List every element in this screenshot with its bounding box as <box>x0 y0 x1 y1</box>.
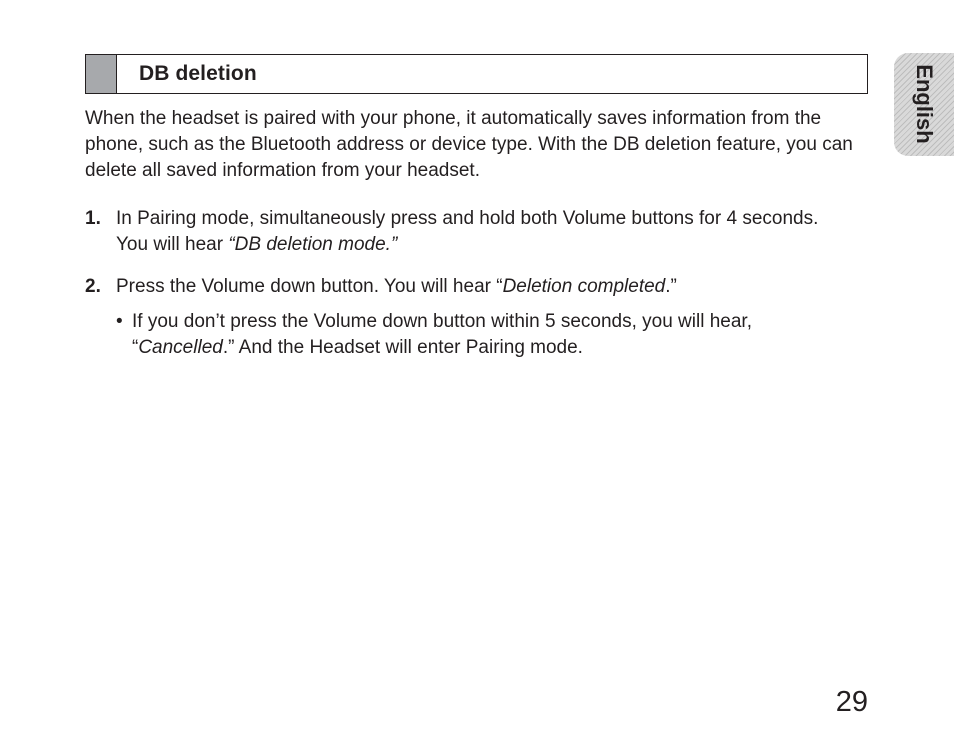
section-header <box>85 54 868 94</box>
section-header-block <box>86 55 117 93</box>
step-1-number: 1. <box>85 208 101 229</box>
note-text <box>132 309 856 361</box>
step-2-text <box>116 274 845 300</box>
intro-paragraph: When the headset is paired with your phone, it automatically saves information from the phone, such as the Bluetooth address or device type. With the DB deletion feature, you can delete all saved information from your headset. <box>85 108 853 181</box>
step-1 <box>85 206 845 258</box>
step-1-body: In Pairing mode, simultaneously press and hold both Volume buttons for 4 seconds. You will hear <box>116 208 819 255</box>
note-quote: Cancelled <box>138 337 223 358</box>
step-2-quote: Deletion completed <box>502 276 666 297</box>
section-title: DB deletion <box>139 62 257 85</box>
step-1-quote: “DB deletion mode.” <box>228 234 398 255</box>
step-2-number: 2. <box>85 276 101 297</box>
note-body: If you don’t press the Volume down button within 5 seconds, you will hear, “ <box>132 311 752 358</box>
step-2-body: Press the Volume down button. You will hear “ <box>116 276 503 297</box>
step-1-text <box>116 206 845 258</box>
language-label: English <box>912 64 937 144</box>
step-2 <box>85 274 845 300</box>
bullet-dot: • <box>116 311 123 332</box>
note-bullet <box>116 309 856 361</box>
page-number: 29 <box>835 686 868 718</box>
step-2-after: .” <box>665 276 677 297</box>
note-after: .” And the Headset will enter Pairing mode. <box>222 337 583 358</box>
